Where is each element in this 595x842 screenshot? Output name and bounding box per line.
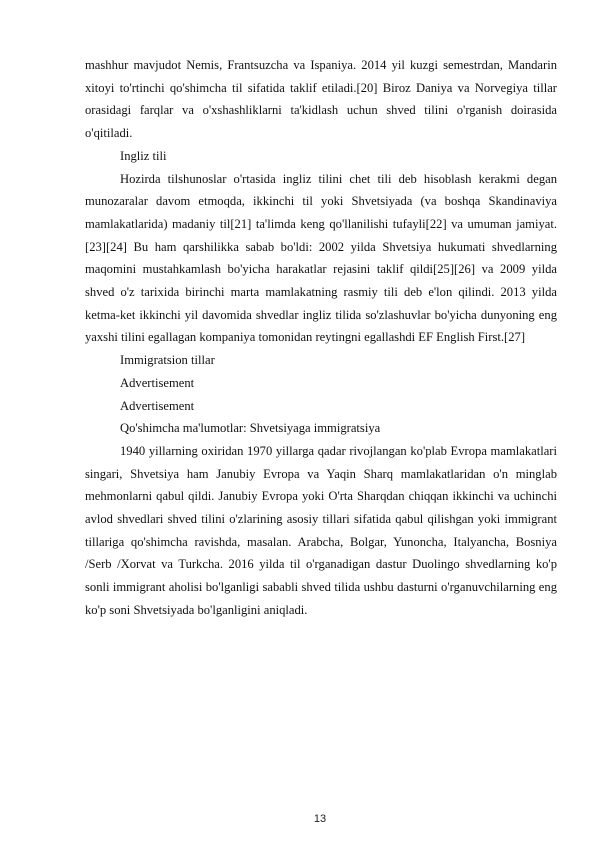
heading-ingliz-tili: Ingliz tili <box>120 148 167 163</box>
page-content <box>85 54 557 622</box>
advertisement-label-2: Advertisement <box>120 398 195 413</box>
paragraph-immigration: 1940 yillarning oxiridan 1970 yillarga qadar rivojlangan ko'plab Evropa mamlakatlari singari, Shvetsiya ham Janubiy Evropa va Yaqin Sharq mamlakatlaridan o'n minglab mehmonlarni qabul qildi. Janubiy Evropa yoki O'rta Sharqdan chiqqan ikkinchi va uchinchi avlod shvedlari shved tilini o'zlarining asosiy tillari sifatida qabul qilishgan yoki immigrant tillariga qo'shimcha ravishda, masalan. Arabcha, Bolgar, Yunoncha, Italyancha, Bosniya /Serb /Xorvat va Turkcha. 2016 yilda til o'rganadigan dastur Duolingo shvedlarning ko'p sonli immigrant aholisi bo'lganligi sababli shved tilida ushbu dasturni o'rganuvchilarning eng ko'p soni Shvetsiyada bo'lganligini aniqladi. <box>85 443 557 617</box>
page-number: 13 <box>313 813 327 825</box>
paragraph-english: Hozirda tilshunoslar o'rtasida ingliz tilini chet tili deb hisoblash kerakmi degan munozaralar davom etmoqda, ikkinchi til yoki Shvetsiyada (va boshqa Skandinaviya mamlakatlarida) madaniy til[21] ta'limda keng qo'llanilishi tufayli[22] va umuman jamiyat.[23][24] Bu ham qarshilikka sabab bo'ldi: 2002 yilda Shvetsiya hukumati shvedlarning maqomini mustahkamlash bo'yicha harakatlar rejasini taklif qildi[25][26] va 2009 yilda shved o'z tarixida birinchi marta mamlakatning rasmiy tili deb e'lon qilindi. 2013 yilda ketma-ket ikkinchi yil davomida shvedlar ingliz tilida so'zlashuvlar bo'yicha dunyoning eng yaxshi tilini egallagan kompaniya tomonidan reytingni egallashdi EF English First.[27] <box>85 171 557 345</box>
advertisement-label-1: Advertisement <box>120 375 195 390</box>
see-also-note: Qo'shimcha ma'lumotlar: Shvetsiyaga immigratsiya <box>120 421 381 436</box>
paragraph-continuation: mashhur mavjudot Nemis, Frantsuzcha va Ispaniya. 2014 yil kuzgi semestrdan, Mandarin xitoyi to'rtinchi qo'shimcha til sifatida taklif etiladi.[20] Biroz Daniya va Norvegiya tillar orasidagi farqlar va o'xshashliklarni ta'kidlash uchun shved tilini o'rganish doirasida o'qitiladi. <box>85 58 557 141</box>
heading-immigratsion-tillar: Immigratsion tillar <box>120 353 215 368</box>
